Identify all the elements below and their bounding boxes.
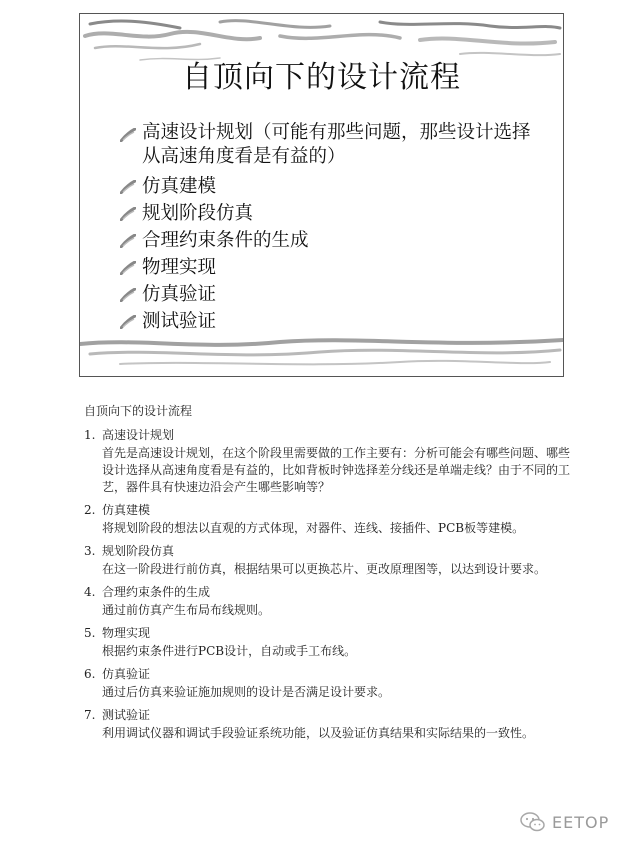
notes-section xyxy=(84,402,574,746)
item-description: 根据约束条件进行PCB设计，自动或手工布线。 xyxy=(102,644,357,658)
item-description: 通过前仿真产生布局布线规则。 xyxy=(102,603,271,617)
item-number: 1. xyxy=(84,428,96,442)
item-description: 将规划阶段的想法以直观的方式体现，对器件、连线、接插件、PCB板等建模。 xyxy=(102,521,525,535)
bullet-brush-icon xyxy=(120,180,136,194)
bullet-brush-icon xyxy=(120,207,136,221)
slide-bullet-text: 测试验证 xyxy=(142,311,217,332)
item-number: 4. xyxy=(84,585,96,599)
bullet-brush-icon xyxy=(120,315,136,329)
slide-bullet-text: 仿真验证 xyxy=(142,284,217,305)
item-number: 3. xyxy=(84,544,96,558)
slide-title: 自顶向下的设计流程 xyxy=(182,60,461,95)
slide-bullet-text: 物理实现 xyxy=(142,257,217,278)
item-number: 5. xyxy=(84,626,96,640)
slide-frame xyxy=(79,13,564,377)
item-heading: 仿真建模 xyxy=(102,503,151,517)
slide-bullet xyxy=(120,227,540,254)
slide-bullet-list xyxy=(120,121,540,335)
slide-bullet xyxy=(120,200,540,227)
slide-bullet-text: 规划阶段仿真 xyxy=(142,203,254,224)
notes-item xyxy=(84,705,574,742)
watermark-text: EETOP xyxy=(552,812,610,832)
bullet-brush-icon xyxy=(120,261,136,275)
brush-stroke-decoration xyxy=(80,330,563,376)
item-heading: 规划阶段仿真 xyxy=(102,544,175,558)
notes-item xyxy=(84,623,574,660)
slide-bullet-text: 仿真建模 xyxy=(142,176,217,197)
item-heading: 仿真验证 xyxy=(102,667,151,681)
slide-bullet xyxy=(120,173,540,200)
slide-bullet-text: 合理约束条件的生成 xyxy=(142,230,309,251)
slide-bullet-text: 高速设计规划（可能有那些问题，那些设计选择从高速角度看是有益的） xyxy=(142,122,531,167)
item-heading: 测试验证 xyxy=(102,708,151,722)
item-description: 首先是高速设计规划，在这个阶段里需要做的工作主要有：分析可能会有哪些问题、哪些设计选择从高速角度看是有益的，比如背板时钟选择差分线还是单端走线？由于不同的工艺，器件具有快速边沿会产生哪些影响等？ xyxy=(102,446,571,494)
notes-title: 自顶向下的设计流程 xyxy=(84,404,193,418)
item-number: 6. xyxy=(84,667,96,681)
notes-item xyxy=(84,541,574,578)
item-description: 在这一阶段进行前仿真，根据结果可以更换芯片、更改原理图等，以达到设计要求。 xyxy=(102,562,547,576)
item-number: 2. xyxy=(84,503,96,517)
bullet-brush-icon xyxy=(120,128,136,142)
slide-bullet xyxy=(120,281,540,308)
item-heading: 合理约束条件的生成 xyxy=(102,585,211,599)
item-description: 利用调试仪器和调试手段验证系统功能，以及验证仿真结果和实际结果的一致性。 xyxy=(102,726,535,740)
item-heading: 高速设计规划 xyxy=(102,428,175,442)
item-description: 通过后仿真来验证施加规则的设计是否满足设计要求。 xyxy=(102,685,391,699)
wechat-icon xyxy=(520,811,546,833)
watermark xyxy=(520,806,630,838)
notes-item xyxy=(84,582,574,619)
bullet-brush-icon xyxy=(120,288,136,302)
item-heading: 物理实现 xyxy=(102,626,151,640)
item-number: 7. xyxy=(84,708,96,722)
slide-bullet xyxy=(120,121,540,169)
bullet-brush-icon xyxy=(120,234,136,248)
slide-bullet xyxy=(120,254,540,281)
notes-item xyxy=(84,664,574,701)
notes-item xyxy=(84,425,574,496)
notes-item xyxy=(84,500,574,537)
